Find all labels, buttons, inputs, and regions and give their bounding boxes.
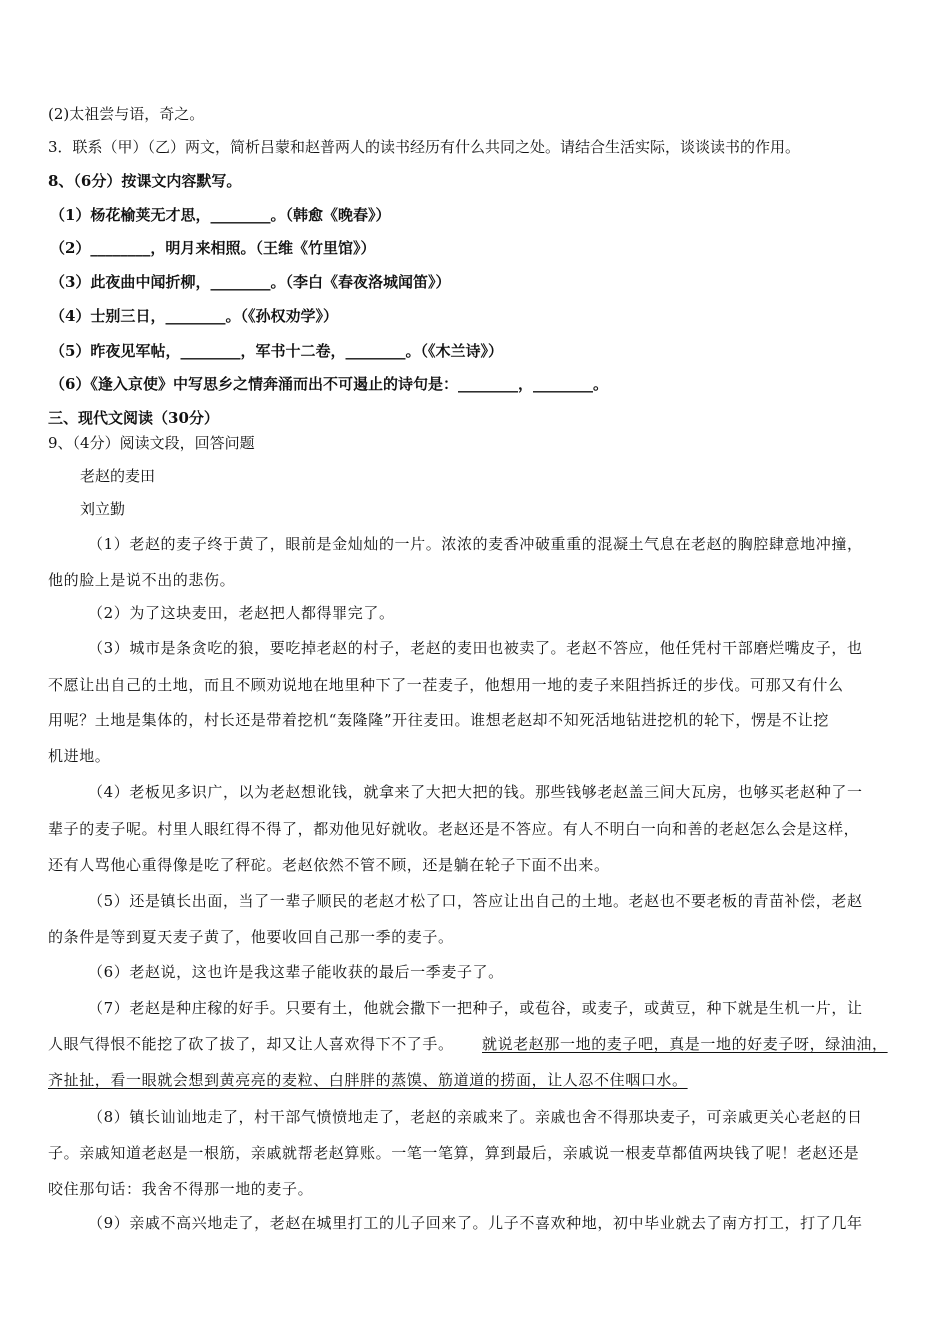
story-line: （1）老赵的麦子终于黄了，眼前是金灿灿的一片。浓浓的麦香冲破重重的混凝土气息在老赵的胸腔肆意地冲撞，: [88, 535, 863, 553]
story-line: 辈子的麦子呢。村里人眼红得不得了，都劝他见好就收。老赵还是不答应。有人不明白一向和善的老赵怎么会是这样，: [48, 820, 860, 838]
story-line: （6）老赵说，这也许是我这辈子能收获的最后一季麦子了。: [88, 963, 504, 981]
prev-question-3: 3．联系（甲）（乙）两文，简析吕蒙和赵普两人的读书经历有什么共同之处。请结合生活实际，谈谈读书的作用。: [48, 138, 801, 156]
question-8-header: 8、（6分）按课文内容默写。: [48, 172, 242, 190]
story-line: 机进地。: [48, 747, 111, 765]
story-line: 子。亲戚知道老赵是一根筋，亲戚就帮老赵算账。一笔一笔算，算到最后，亲戚说一根麦草都值两块钱了呢！老赵还是: [48, 1144, 860, 1162]
q8-item-3: （3）此夜曲中闻折柳，________。（李白《春夜洛城闻笛》）: [50, 273, 451, 291]
q8-item-6: （6）《逢入京使》中写思乡之情奔涌而出不可遏止的诗句是：________，________。: [50, 375, 608, 393]
story-line: （7）老赵是种庄稼的好手。只要有土，他就会撒下一把种子，或苞谷，或麦子，或黄豆，种下就是生机一片，让: [88, 999, 863, 1017]
story-line: 人眼气得恨不能挖了砍了拔了，却又让人喜欢得下不了手。: [48, 1035, 454, 1053]
story-title: 老赵的麦田: [80, 467, 156, 485]
story-line-underlined: 就说老赵那一地的麦子吧，真是一地的好麦子呀，绿油油，: [482, 1035, 888, 1053]
story-line: （9）亲戚不高兴地走了，老赵在城里打工的儿子回来了。儿子不喜欢种地，初中毕业就去了南方打工，打了几年: [88, 1214, 863, 1232]
story-line: 还有人骂他心重得像是吃了秤砣。老赵依然不管不顾，还是躺在轮子下面不出来。: [48, 856, 610, 874]
q8-item-4: （4）士别三日，________。（《孙权劝学》）: [50, 307, 338, 325]
story-line: 的条件是等到夏天麦子黄了，他要收回自己那一季的麦子。: [48, 928, 454, 946]
story-line: （5）还是镇长出面，当了一辈子顺民的老赵才松了口，答应让出自己的土地。老赵也不要老板的青苗补偿，老赵: [88, 892, 863, 910]
q8-item-1: （1）杨花榆荚无才思，________。（韩愈《晚春》）: [50, 206, 391, 224]
q8-item-5: （5）昨夜见军帖，________，军书十二卷，________。（《木兰诗》）: [50, 342, 503, 360]
story-line: 他的脸上是说不出的悲伤。: [48, 571, 236, 589]
section-3-title: 三、现代文阅读（30分）: [48, 409, 219, 427]
story-line: 不愿让出自己的土地，而且不顾劝说地在地里种下了一茬麦子，他想用一地的麦子来阻挡拆迁的步伐。可那又有什么: [48, 676, 844, 694]
prev-question-2: (2)太祖尝与语，奇之。: [48, 105, 205, 123]
story-line: 用呢？土地是集体的，村长还是带着挖机“轰隆隆”开往麦田。谁想老赵却不知死活地钻进挖机的轮下，愣是不让挖: [48, 711, 829, 729]
story-line: （8）镇长讪讪地走了，村干部气愤愤地走了，老赵的亲戚来了。亲戚也舍不得那块麦子，可亲戚更关心老赵的日: [88, 1108, 863, 1126]
q8-item-2: （2）________，明月来相照。（王维《竹里馆》）: [50, 239, 376, 257]
story-author: 刘立勤: [80, 500, 126, 518]
story-line-underlined: 齐扯扯，看一眼就会想到黄亮亮的麦粒、白胖胖的蒸馍、筋道道的捞面，让人忍不住咽口水。: [48, 1071, 688, 1089]
story-line: 咬住那句话：我舍不得那一地的麦子。: [48, 1180, 314, 1198]
question-9-header: 9、（4分）阅读文段，回答问题: [48, 434, 255, 452]
story-line: （4）老板见多识广，以为老赵想讹钱，就拿来了大把大把的钱。那些钱够老赵盖三间大瓦房，也够买老赵种了一: [88, 783, 863, 801]
story-line: （2）为了这块麦田，老赵把人都得罪完了。: [88, 604, 395, 622]
story-line: （3）城市是条贪吃的狼，要吃掉老赵的村子，老赵的麦田也被卖了。老赵不答应，他任凭村干部磨烂嘴皮子，也: [88, 639, 863, 657]
